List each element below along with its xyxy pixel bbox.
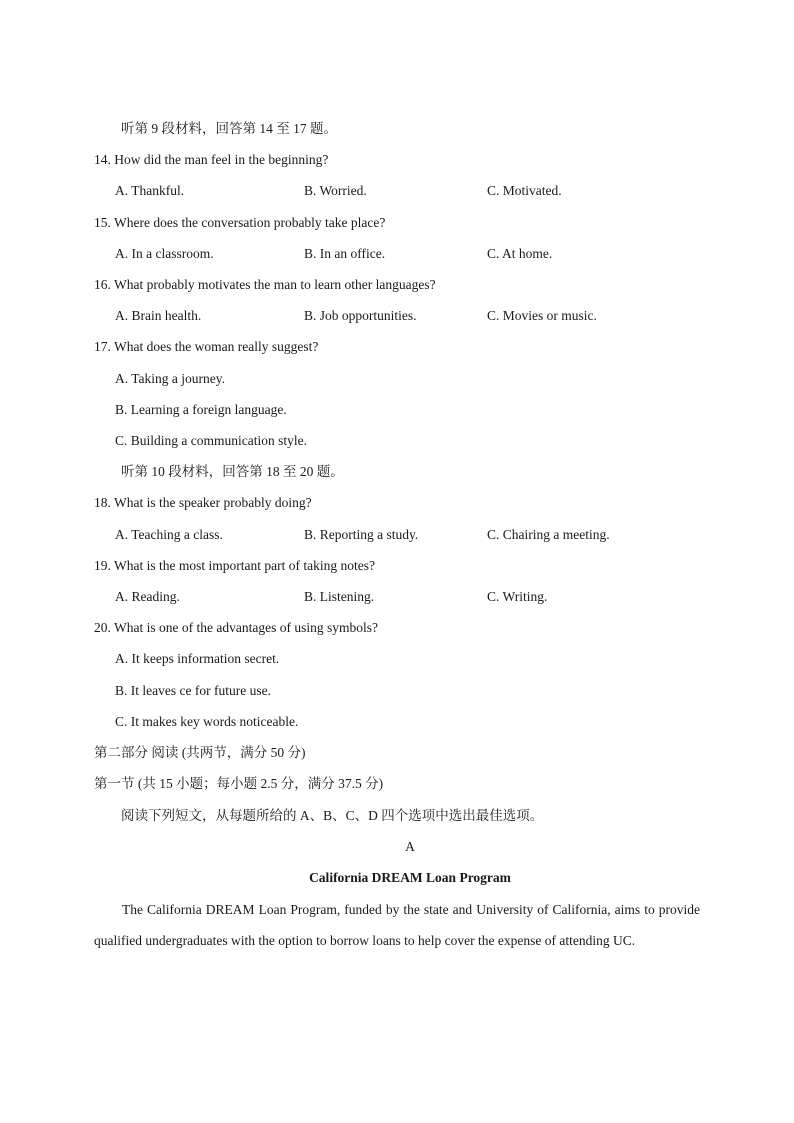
question-19-option-a: A. Reading. [115, 589, 180, 604]
question-15-stem: 15. Where does the conversation probably take place? [94, 215, 386, 230]
question-19-option-b: B. Listening. [304, 589, 375, 604]
question-17-stem: 17. What does the woman really suggest? [94, 339, 319, 354]
question-16-stem: 16. What probably motivates the man to learn other languages? [94, 277, 436, 292]
question-15-option-a: A. In a classroom. [115, 246, 214, 261]
question-15-option-b: B. In an office. [304, 246, 386, 261]
question-16-option-b: B. Job opportunities. [304, 308, 417, 323]
question-16-option-a: A. Brain health. [115, 308, 202, 323]
passage-paragraph: The California DREAM Loan Program, funded by the state and University of California, aims to provide qualified undergraduates with the option to borrow loans to help cover the expense of attending UC. [94, 902, 700, 948]
question-17-option-b: B. Learning a foreign language. [115, 402, 287, 417]
question-17-option-c: C. Building a communication style. [115, 433, 307, 448]
passage-title: California DREAM Loan Program [309, 870, 511, 885]
passage-letter: A [405, 839, 415, 854]
question-17-option-a: A. Taking a journey. [115, 371, 226, 386]
question-20-option-a: A. It keeps information secret. [115, 651, 280, 666]
question-19-stem: 19. What is the most important part of taking notes? [94, 558, 375, 573]
question-14-stem: 14. How did the man feel in the beginning? [94, 152, 329, 167]
listening-instruction-part9: 听第 9 段材料，回答第 14 至 17 题。 [121, 121, 337, 136]
listening-instruction-part10: 听第 10 段材料，回答第 18 至 20 题。 [121, 464, 344, 479]
reading-instruction: 阅读下列短文，从每题所给的 A、B、C、D 四个选项中选出最佳选项。 [121, 808, 544, 823]
question-18-option-c: C. Chairing a meeting. [487, 527, 610, 542]
question-18-stem: 18. What is the speaker probably doing? [94, 495, 312, 510]
question-16-option-c: C. Movies or music. [487, 308, 597, 323]
question-19-option-c: C. Writing. [487, 589, 548, 604]
question-14-option-a: A. Thankful. [115, 183, 185, 198]
section1-heading: 第一节 (共 15 小题；每小题 2.5 分，满分 37.5 分) [94, 776, 384, 791]
question-20-option-b: B. It leaves ce for future use. [115, 683, 271, 698]
question-14-option-b: B. Worried. [304, 183, 367, 198]
question-20-stem: 20. What is one of the advantages of using symbols? [94, 620, 378, 635]
question-18-option-a: A. Teaching a class. [115, 527, 223, 542]
question-14-option-c: C. Motivated. [487, 183, 562, 198]
question-20-option-c: C. It makes key words noticeable. [115, 714, 299, 729]
part2-heading: 第二部分 阅读 (共两节，满分 50 分) [94, 745, 306, 760]
question-15-option-c: C. At home. [487, 246, 553, 261]
question-18-option-b: B. Reporting a study. [304, 527, 419, 542]
